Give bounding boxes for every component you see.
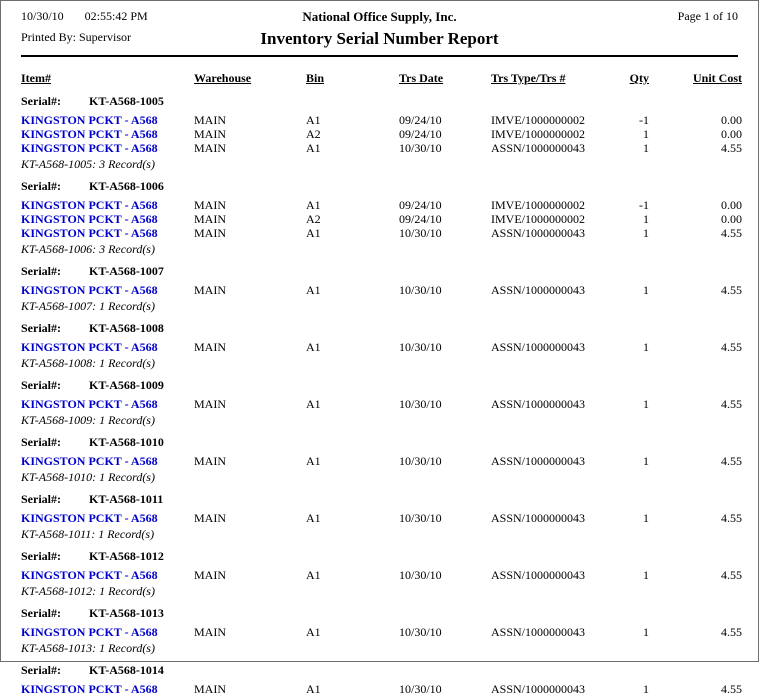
warehouse-cell: MAIN: [194, 198, 226, 212]
serial-group: [1, 663, 758, 696]
trs-date-cell: 10/30/10: [399, 625, 442, 639]
qty-cell: 1: [643, 682, 649, 696]
col-header-warehouse: Warehouse: [194, 71, 252, 85]
warehouse-cell: MAIN: [194, 226, 226, 240]
item-number-link[interactable]: KINGSTON PCKT - A568: [21, 568, 158, 582]
group-summary: KT-A568-1008: 1 Record(s): [21, 356, 155, 370]
warehouse-cell: MAIN: [194, 340, 226, 354]
serial-label: Serial#:: [21, 435, 61, 449]
serial-number: KT-A568-1008: [89, 321, 164, 335]
serial-label: Serial#:: [21, 492, 61, 506]
serial-line: [1, 264, 758, 279]
unit-cost-cell: 4.55: [721, 283, 742, 297]
warehouse-cell: MAIN: [194, 397, 226, 411]
trs-date-cell: 09/24/10: [399, 198, 442, 212]
group-summary: KT-A568-1010: 1 Record(s): [21, 470, 155, 484]
column-headers: [1, 71, 758, 85]
qty-cell: 1: [643, 454, 649, 468]
serial-label: Serial#:: [21, 179, 61, 193]
serial-number: KT-A568-1012: [89, 549, 164, 563]
qty-cell: 1: [643, 397, 649, 411]
trs-type-cell: ASSN/1000000043: [491, 141, 586, 155]
trs-type-cell: ASSN/1000000043: [491, 454, 586, 468]
qty-cell: -1: [639, 113, 649, 127]
serial-line: [1, 549, 758, 564]
trs-date-cell: 09/24/10: [399, 113, 442, 127]
unit-cost-cell: 4.55: [721, 226, 742, 240]
unit-cost-cell: 4.55: [721, 625, 742, 639]
printed-by: Printed By: Supervisor: [21, 30, 131, 44]
unit-cost-cell: 4.55: [721, 397, 742, 411]
trs-date-cell: 10/30/10: [399, 283, 442, 297]
qty-cell: -1: [639, 198, 649, 212]
bin-cell: A2: [306, 127, 321, 141]
serial-line: [1, 492, 758, 507]
bin-cell: A1: [306, 568, 321, 582]
serial-line: [1, 94, 758, 109]
item-number-link[interactable]: KINGSTON PCKT - A568: [21, 283, 158, 297]
group-summary: KT-A568-1005: 3 Record(s): [21, 157, 155, 171]
qty-cell: 1: [643, 212, 649, 226]
serial-number: KT-A568-1013: [89, 606, 164, 620]
bin-cell: A1: [306, 113, 321, 127]
trs-date-cell: 10/30/10: [399, 682, 442, 696]
trs-type-cell: IMVE/1000000002: [491, 127, 585, 141]
serial-number: KT-A568-1014: [89, 663, 164, 677]
item-number-link[interactable]: KINGSTON PCKT - A568: [21, 397, 158, 411]
serial-group: [1, 264, 758, 314]
trs-date-cell: 09/24/10: [399, 212, 442, 226]
warehouse-cell: MAIN: [194, 283, 226, 297]
header-divider: [21, 55, 738, 57]
serial-number: KT-A568-1005: [89, 94, 164, 108]
table-row: [1, 141, 758, 155]
serial-line: [1, 663, 758, 678]
unit-cost-cell: 0.00: [721, 113, 742, 127]
serial-label: Serial#:: [21, 378, 61, 392]
bin-cell: A1: [306, 625, 321, 639]
unit-cost-cell: 0.00: [721, 127, 742, 141]
trs-date-cell: 10/30/10: [399, 340, 442, 354]
serial-number: KT-A568-1006: [89, 179, 164, 193]
qty-cell: 1: [643, 141, 649, 155]
col-header-trs-date: Trs Date: [399, 71, 444, 85]
group-summary: KT-A568-1007: 1 Record(s): [21, 299, 155, 313]
report-date: 10/30/10: [21, 9, 64, 23]
warehouse-cell: MAIN: [194, 568, 226, 582]
table-row: [1, 568, 758, 582]
trs-type-cell: ASSN/1000000043: [491, 625, 586, 639]
trs-date-cell: 10/30/10: [399, 226, 442, 240]
report-header: [1, 1, 758, 49]
unit-cost-cell: 4.55: [721, 568, 742, 582]
col-header-bin: Bin: [306, 71, 325, 85]
serial-group: [1, 435, 758, 485]
unit-cost-cell: 4.55: [721, 141, 742, 155]
item-number-link[interactable]: KINGSTON PCKT - A568: [21, 198, 158, 212]
item-number-link[interactable]: KINGSTON PCKT - A568: [21, 226, 158, 240]
trs-type-cell: ASSN/1000000043: [491, 226, 586, 240]
unit-cost-cell: 0.00: [721, 212, 742, 226]
serial-label: Serial#:: [21, 606, 61, 620]
item-number-link[interactable]: KINGSTON PCKT - A568: [21, 212, 158, 226]
bin-cell: A1: [306, 141, 321, 155]
serial-label: Serial#:: [21, 94, 61, 108]
serial-group: [1, 549, 758, 599]
col-header-item: Item#: [21, 71, 51, 85]
bin-cell: A1: [306, 511, 321, 525]
trs-date-cell: 10/30/10: [399, 141, 442, 155]
bin-cell: A1: [306, 397, 321, 411]
trs-date-cell: 10/30/10: [399, 454, 442, 468]
report-body: [1, 94, 758, 696]
item-number-link[interactable]: KINGSTON PCKT - A568: [21, 127, 158, 141]
warehouse-cell: MAIN: [194, 141, 226, 155]
group-summary: KT-A568-1012: 1 Record(s): [21, 584, 155, 598]
report-time: 02:55:42 PM: [84, 9, 148, 23]
header-center: [260, 9, 498, 49]
qty-cell: 1: [643, 511, 649, 525]
bin-cell: A1: [306, 283, 321, 297]
bin-cell: A2: [306, 212, 321, 226]
warehouse-cell: MAIN: [194, 454, 226, 468]
group-summary: KT-A568-1006: 3 Record(s): [21, 242, 155, 256]
serial-number: KT-A568-1010: [89, 435, 164, 449]
unit-cost-cell: 4.55: [721, 682, 742, 696]
table-row: [1, 212, 758, 226]
qty-cell: 1: [643, 568, 649, 582]
trs-date-cell: 10/30/10: [399, 397, 442, 411]
bin-cell: A1: [306, 340, 321, 354]
serial-group: [1, 321, 758, 371]
serial-line: [1, 378, 758, 393]
warehouse-cell: MAIN: [194, 682, 226, 696]
unit-cost-cell: 4.55: [721, 454, 742, 468]
table-row: [1, 127, 758, 141]
unit-cost-cell: 4.55: [721, 511, 742, 525]
warehouse-cell: MAIN: [194, 113, 226, 127]
item-number-link[interactable]: KINGSTON PCKT - A568: [21, 682, 158, 696]
item-number-link[interactable]: KINGSTON PCKT - A568: [21, 454, 158, 468]
header-left: [21, 9, 260, 45]
bin-cell: A1: [306, 226, 321, 240]
serial-line: [1, 435, 758, 450]
group-summary: KT-A568-1013: 1 Record(s): [21, 641, 155, 655]
warehouse-cell: MAIN: [194, 625, 226, 639]
bin-cell: A1: [306, 198, 321, 212]
table-row: [1, 454, 758, 468]
serial-line: [1, 179, 758, 194]
item-number-link[interactable]: KINGSTON PCKT - A568: [21, 340, 158, 354]
bin-cell: A1: [306, 682, 321, 696]
trs-date-cell: 10/30/10: [399, 568, 442, 582]
table-row: [1, 113, 758, 127]
table-row: [1, 511, 758, 525]
warehouse-cell: MAIN: [194, 511, 226, 525]
trs-date-cell: 09/24/10: [399, 127, 442, 141]
warehouse-cell: MAIN: [194, 212, 226, 226]
table-row: [1, 625, 758, 639]
table-row: [1, 397, 758, 411]
table-row: [1, 283, 758, 297]
serial-label: Serial#:: [21, 549, 61, 563]
table-row: [1, 682, 758, 696]
item-number-link[interactable]: KINGSTON PCKT - A568: [21, 113, 158, 127]
bin-cell: A1: [306, 454, 321, 468]
trs-type-cell: ASSN/1000000043: [491, 568, 586, 582]
unit-cost-cell: 0.00: [721, 198, 742, 212]
col-header-unit-cost: Unit Cost: [692, 71, 742, 85]
trs-type-cell: IMVE/1000000002: [491, 212, 585, 226]
serial-number: KT-A568-1011: [89, 492, 164, 506]
group-summary: KT-A568-1009: 1 Record(s): [21, 413, 155, 427]
trs-type-cell: ASSN/1000000043: [491, 340, 586, 354]
trs-type-cell: ASSN/1000000043: [491, 682, 586, 696]
col-header-qty: Qty: [629, 71, 649, 85]
serial-group: [1, 94, 758, 172]
group-summary: KT-A568-1011: 1 Record(s): [21, 527, 155, 541]
trs-type-cell: IMVE/1000000002: [491, 113, 585, 127]
qty-cell: 1: [643, 625, 649, 639]
unit-cost-cell: 4.55: [721, 340, 742, 354]
item-number-link[interactable]: KINGSTON PCKT - A568: [21, 141, 158, 155]
trs-date-cell: 10/30/10: [399, 511, 442, 525]
serial-group: [1, 378, 758, 428]
qty-cell: 1: [643, 283, 649, 297]
trs-type-cell: ASSN/1000000043: [491, 511, 586, 525]
trs-type-cell: ASSN/1000000043: [491, 397, 586, 411]
serial-label: Serial#:: [21, 663, 61, 677]
warehouse-cell: MAIN: [194, 127, 226, 141]
qty-cell: 1: [643, 340, 649, 354]
trs-type-cell: ASSN/1000000043: [491, 283, 586, 297]
trs-type-cell: IMVE/1000000002: [491, 198, 585, 212]
serial-label: Serial#:: [21, 264, 61, 278]
col-header-trs-type: Trs Type/Trs #: [491, 71, 566, 85]
page-number: Page 1 of 10: [677, 9, 738, 23]
table-row: [1, 226, 758, 240]
serial-number: KT-A568-1009: [89, 378, 164, 392]
qty-cell: 1: [643, 127, 649, 141]
serial-line: [1, 606, 758, 621]
serial-line: [1, 321, 758, 336]
table-row: [1, 198, 758, 212]
company-name: National Office Supply, Inc.: [302, 9, 457, 24]
serial-number: KT-A568-1007: [89, 264, 164, 278]
serial-group: [1, 492, 758, 542]
table-row: [1, 340, 758, 354]
item-number-link[interactable]: KINGSTON PCKT - A568: [21, 511, 158, 525]
report-title: Inventory Serial Number Report: [260, 29, 499, 48]
serial-group: [1, 606, 758, 656]
serial-group: [1, 179, 758, 257]
item-number-link[interactable]: KINGSTON PCKT - A568: [21, 625, 158, 639]
serial-label: Serial#:: [21, 321, 61, 335]
qty-cell: 1: [643, 226, 649, 240]
